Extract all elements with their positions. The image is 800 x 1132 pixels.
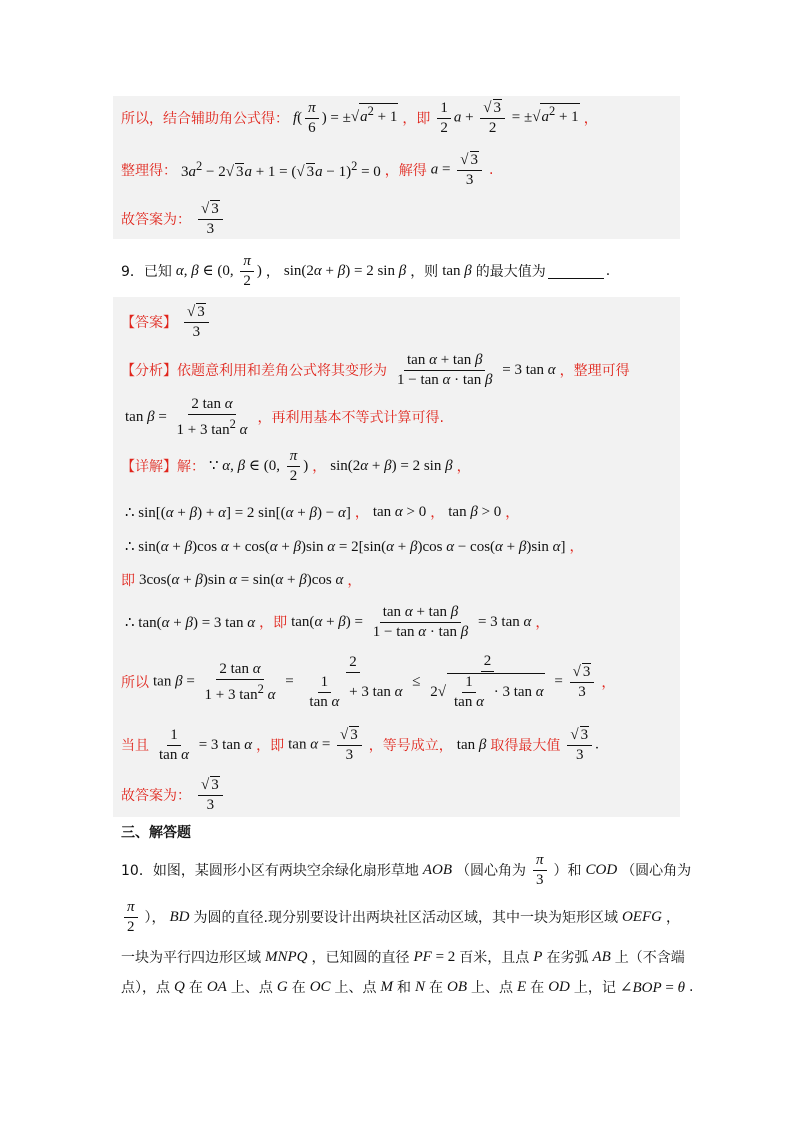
math-expr: ∴ tan(α + β) = 3 tan α: [125, 614, 256, 631]
analysis-text: ，整理可得: [559, 363, 630, 379]
math-expr: OC: [309, 978, 331, 995]
math-expr: E: [517, 978, 527, 995]
math-expr: MNPQ: [265, 948, 308, 965]
analysis-text: 依题意利用和差角公式将其变形为: [177, 363, 387, 379]
math-expr: OB: [447, 978, 468, 995]
question-9: [121, 251, 610, 291]
math-expr: BD: [169, 908, 190, 925]
math-expr: a = $\frac{√ 3}{3}$: [431, 151, 485, 189]
label-text: ，即: [402, 111, 431, 127]
q10-text: 上（不含端: [614, 950, 685, 966]
math-expr: OA: [206, 978, 227, 995]
solution-line-1: [121, 100, 598, 136]
punct: ，: [312, 459, 327, 475]
detail-text: 即: [273, 615, 288, 631]
math-expr: $\frac{√ 3}{3}$: [195, 200, 226, 238]
math-expr: α, β ∈ (0, $\frac{\pi}{2}$ ): [175, 252, 262, 289]
math-expr: tan β: [456, 736, 487, 753]
math-expr: $\frac{√ 3}{3}$: [181, 303, 212, 341]
math-expr: N: [415, 978, 426, 995]
q10-text: 10．如图，某圆形小区有两块空余绿化扇形草地: [121, 863, 419, 879]
analysis-text: ，再利用基本不等式计算可得.: [257, 410, 444, 426]
detail-line-1: [121, 446, 471, 486]
answer-line: [121, 302, 216, 342]
punct: ，: [256, 738, 271, 754]
q10-text: 在: [291, 980, 306, 996]
q10-text: ），: [144, 910, 166, 926]
solution-line-2: [121, 150, 493, 190]
math-expr: sin(2α + β) = 2 sin β: [330, 457, 453, 474]
math-expr: tan β: [442, 262, 472, 279]
math-expr: tan β = $\frac{\text{2 tan α}}{1 + 3 \tan^2 \alpha}$ = 2 $\frac{1}{\text{tan α}}$ + 3 tan α ≤ 2 2√ $\frac{1}{\text{tan α}}$ · 3 tan α = $\frac{√ 3}{3}$: [153, 653, 597, 711]
stem-text: ，: [265, 264, 280, 280]
detail-text: 即: [270, 738, 285, 754]
punct: ，: [259, 615, 274, 631]
q10-text: 在: [530, 980, 545, 996]
label-text: ，解得: [384, 163, 427, 179]
math-expr: $3a^2 - 2√$ 3a + 1 = (√ 3a − 1)$^2$ = 0: [181, 159, 381, 180]
q10-text: 百米，且点: [459, 950, 530, 966]
math-expr: OD: [548, 978, 570, 995]
q10-text: 上，记: [573, 980, 616, 996]
math-expr: $\frac{√ 3}{3}$: [195, 776, 226, 814]
math-expr: G: [276, 978, 288, 995]
detail-text: 解：: [177, 459, 205, 475]
punct: ，: [354, 505, 369, 521]
final-text: 故答案为：: [121, 788, 191, 804]
detail-line-4: [121, 566, 361, 594]
math-expr: $\frac{√ 3}{3}$ .: [564, 726, 598, 764]
q10-text: ）和: [553, 863, 582, 879]
math-expr: tan α = $\frac{√ 3}{3}$: [288, 726, 365, 764]
detail-line-2: [121, 498, 519, 526]
detail-text: ，等号成立，: [368, 738, 453, 754]
math-expr: $\frac{\pi}{3}$: [530, 852, 550, 889]
label-text: 整理得：: [121, 163, 177, 179]
detail-line-8: [121, 775, 230, 815]
math-expr: P: [533, 948, 543, 965]
label-text: 故答案为：: [121, 212, 191, 228]
stem-text: 的最大值为: [475, 264, 546, 280]
math-expr: ∠BOP = θ: [619, 979, 685, 996]
answer-tag: 【答案】: [121, 315, 177, 331]
q10-text: 为圆的直径.现分别要设计出两块社区活动区域，其中一块为矩形区域: [193, 910, 618, 926]
math-expr: $\frac{\pi}{2}$: [121, 899, 141, 936]
label-text: .: [489, 162, 494, 178]
punct: ，: [505, 505, 520, 521]
q10-text: 和: [397, 980, 412, 996]
math-expr: 3cos(α + β)sin α = sin(α + β)cos α: [139, 571, 344, 588]
math-expr: M: [380, 978, 394, 995]
section-heading: 三、解答题: [121, 825, 191, 841]
q10-text: 在: [429, 980, 444, 996]
detail-line-6: [121, 652, 615, 712]
question-10-line-2: [121, 897, 680, 937]
q10-text: ，: [665, 910, 680, 926]
math-expr: tan β = $\frac{\text{2 tan α}}{1 + 3 \tan^2 \alpha}$: [125, 395, 248, 438]
punct: ，: [456, 459, 471, 475]
math-expr: AB: [592, 948, 611, 965]
analysis-line-2: [121, 397, 444, 437]
q10-text: 上、点: [334, 980, 377, 996]
detail-line-3: [121, 532, 583, 560]
analysis-line-1: [121, 350, 630, 390]
q10-text: .: [688, 979, 694, 995]
detail-text: 当且: [121, 738, 149, 754]
math-expr: tan α > 0: [372, 503, 427, 520]
punct: ，: [535, 615, 550, 631]
math-expr: $\frac{1}{\text{tan α}}$ = 3 tan α: [159, 726, 253, 763]
q10-text: 上、点: [471, 980, 514, 996]
math-expr: f( $\frac{\pi}{6}$ ) = $\pm√a^2 + 1$: [293, 99, 398, 136]
analysis-tag: 【分析】: [121, 363, 177, 379]
stem-text: ，则: [410, 264, 439, 280]
detail-text: 即: [121, 573, 135, 589]
math-expr: sin(2α + β) = 2 sin β: [283, 262, 407, 279]
math-expr: COD: [585, 861, 618, 878]
math-expr: Q: [174, 978, 185, 995]
math-expr: $\frac{\text{tan α + tan β}}{\text{1 − tan α · tan β}}$ = 3 tan α: [397, 351, 556, 388]
detail-tag: 【详解】: [121, 459, 177, 475]
question-10-line-4: [121, 975, 693, 999]
detail-line-7: [121, 725, 603, 765]
q10-text: （圆心角为: [456, 863, 526, 879]
detail-text: 所以: [121, 675, 149, 691]
math-expr: OEFG: [621, 908, 662, 925]
math-expr: ∴ sin(α + β)cos α + cos(α + β)sin α = 2[sin(α + β)cos α − cos(α + β)sin α]: [125, 538, 566, 555]
math-expr: ∵ α, β ∈ (0, $\frac{\pi}{2}$ ): [209, 447, 309, 484]
math-expr: tan β > 0: [448, 503, 502, 520]
q10-text: 点），点: [121, 980, 170, 996]
q10-text: 一块为平行四边形区域: [121, 950, 261, 966]
math-expr: ∴ sin[(α + β) + α] = 2 sin[(α + β) − α]: [125, 504, 351, 521]
math-expr: $\frac{1}{2}$ a + $\frac{√ 3}{2}$ = $\pm√a^2 + 1$: [434, 99, 579, 137]
q10-text: 在: [188, 980, 203, 996]
q10-text: 在劣弧: [546, 950, 589, 966]
punct: ，: [601, 675, 616, 691]
punct: ，: [347, 573, 362, 589]
detail-text: 取得最大值: [490, 738, 561, 754]
question-10-line-3: [121, 945, 685, 969]
punct: ，: [430, 505, 445, 521]
math-expr: PF = 2: [413, 948, 456, 965]
q10-text: 上、点: [230, 980, 273, 996]
math-expr: AOB: [422, 861, 452, 878]
answer-blank: [548, 264, 604, 279]
label-text: 所以，结合辅助角公式得：: [121, 111, 289, 127]
stem-text: 9．已知: [121, 264, 172, 280]
label-text: ，: [583, 111, 598, 127]
punct: ，: [569, 539, 584, 555]
solution-line-3: [121, 199, 230, 239]
math-expr: tan(α + β) = $\frac{\text{tan α + tan β}}{\text{1 − tan α · tan β}}$ = 3 tan α: [291, 603, 532, 640]
detail-line-5: [121, 602, 549, 642]
question-10-line-1: [121, 850, 691, 890]
q10-text: ，已知圆的直径: [311, 950, 410, 966]
stem-text: .: [605, 263, 611, 279]
q10-text: （圆心角为: [621, 863, 692, 879]
